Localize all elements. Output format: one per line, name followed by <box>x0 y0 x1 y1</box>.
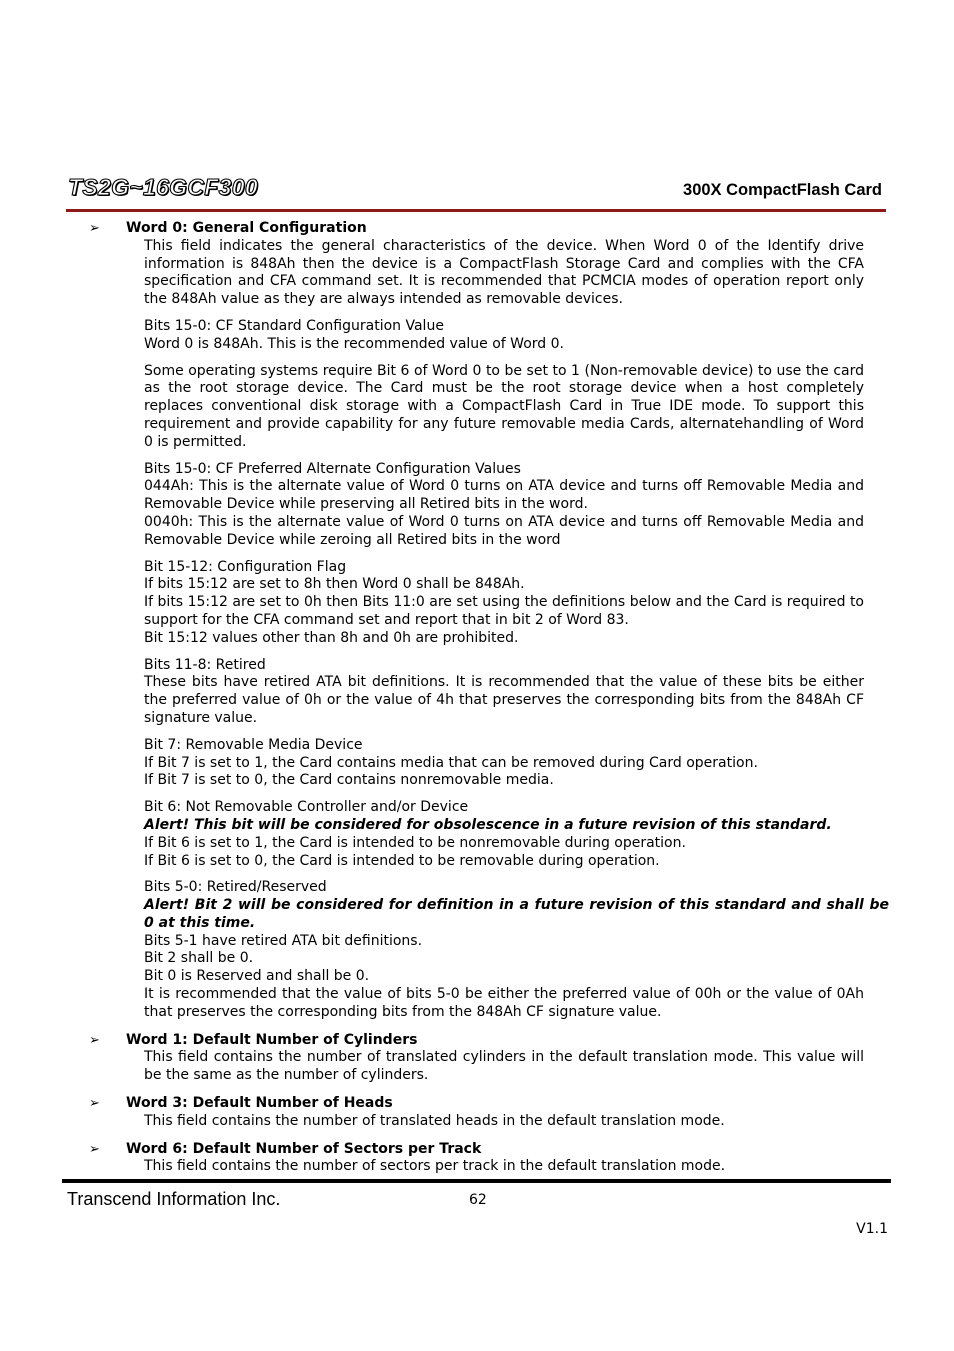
text-line: If Bit 7 is set to 0, the Card contains nonremovable media. <box>144 772 554 789</box>
subheading: Bits 15-0: CF Standard Configuration Value <box>144 317 444 334</box>
section-body <box>89 237 889 1022</box>
page-content <box>89 220 889 1186</box>
subheading: Bit 6: Not Removable Controller and/or Device <box>144 799 469 816</box>
section-heading-text: Word 6: Default Number of Sectors per Track <box>126 1140 482 1157</box>
text-line: Bit 15:12 values other than 8h and 0h are prohibited. <box>144 629 519 646</box>
paragraph <box>144 657 864 728</box>
section-word6 <box>89 1141 889 1177</box>
paragraph: This field contains the number of translated cylinders in the default translation mode. This value will be the same as the number of cylinders. <box>144 1049 864 1084</box>
document-version: V1.1 <box>856 1221 888 1237</box>
section-heading <box>89 1095 889 1113</box>
subheading: Bit 15-12: Configuration Flag <box>144 558 347 575</box>
paragraph <box>144 461 864 550</box>
arrow-bullet-icon: ➢ <box>89 1141 100 1157</box>
alert-text: Alert! This bit will be considered for obsolescence in a future revision of this standard. <box>144 816 832 833</box>
section-heading-text: Word 1: Default Number of Cylinders <box>126 1031 418 1048</box>
paragraph <box>144 737 864 790</box>
section-body <box>89 1049 864 1085</box>
section-heading <box>89 220 889 238</box>
paragraph <box>144 879 889 1021</box>
arrow-bullet-icon: ➢ <box>89 1096 100 1112</box>
text-line: 0040h: This is the alternate value of Word 0 turns on ATA device and turns off Removable Media and Removable Device while zeroing all Retired bits in the word <box>144 513 864 548</box>
paragraph <box>144 559 864 648</box>
paragraph: This field contains the number of translated heads in the default translation mode. <box>144 1112 725 1129</box>
footer-divider <box>62 1179 891 1183</box>
section-heading-text: Word 3: Default Number of Heads <box>126 1095 393 1112</box>
subheading: Bits 11-8: Retired <box>144 656 266 673</box>
section-word3 <box>89 1095 889 1131</box>
text-line: If bits 15:12 are set to 0h then Bits 11:0 are set using the definitions below and the Card is required to support for the CFA command set and report that in bit 2 of Word 83. <box>144 594 864 628</box>
text-line: It is recommended that the value of bits 5-0 be either the preferred value of 00h or the value of 0Ah that preserves the corresponding bits from the 848Ah CF signature value. <box>144 986 864 1020</box>
alert-text: Alert! Bit 2 will be considered for definition in a future revision of this standard and shall be 0 at this time. <box>144 897 889 931</box>
section-heading <box>89 1032 889 1050</box>
arrow-bullet-icon: ➢ <box>89 221 100 236</box>
text-line: Bit 0 is Reserved and shall be 0. <box>144 968 370 985</box>
text-line: If Bit 6 is set to 0, the Card is intended to be removable during operation. <box>144 852 660 869</box>
text-line: Word 0 is 848Ah. This is the recommended value of Word 0. <box>144 335 564 352</box>
section-heading <box>89 1141 889 1159</box>
text-line: 044Ah: This is the alternate value of Word 0 turns on ATA device and turns off Removable Media and Removable Device while preserving all Retired bits in the word. <box>144 478 864 513</box>
paragraph: Some operating systems require Bit 6 of Word 0 to be set to 1 (Non-removable device) to use the card as the root storage device. The Card must be the root storage device when a host completely replaces conventional disk storage with a CompactFlash Card in True IDE mode. To support this requirement and provide capability for any future removable media Cards, alternatehandling of Word 0 is permitted. <box>144 362 864 450</box>
text-line: Bits 5-1 have retired ATA bit definitions. <box>144 932 423 949</box>
document-title: TS2G~16GCF300 <box>68 174 258 200</box>
page-number: 62 <box>469 1192 487 1208</box>
footer-company: Transcend Information Inc. <box>67 1189 281 1209</box>
text-line: If Bit 7 is set to 1, the Card contains media that can be removed during Card operation. <box>144 754 758 771</box>
paragraph <box>144 799 864 870</box>
paragraph: This field contains the number of sectors per track in the default translation mode. <box>144 1158 726 1175</box>
paragraph: This field indicates the general characteristics of the device. When Word 0 of the Identify drive information is 848Ah then the device is a CompactFlash Storage Card and complies with the CFA specification and CFA command set. It is recommended that PCMCIA modes of operation report only the 848Ah value as they are always intended as removable devices. <box>144 237 864 308</box>
arrow-bullet-icon: ➢ <box>89 1032 100 1048</box>
document-subtitle: 300X CompactFlash Card <box>683 181 882 199</box>
text-line: If bits 15:12 are set to 8h then Word 0 shall be 848Ah. <box>144 576 525 593</box>
section-body <box>89 1113 864 1131</box>
header-divider <box>66 209 886 212</box>
section-word0 <box>89 220 889 1022</box>
subheading: Bit 7: Removable Media Device <box>144 736 363 753</box>
section-body <box>89 1158 864 1176</box>
section-word1 <box>89 1032 889 1085</box>
section-heading-text: Word 0: General Configuration <box>126 220 367 236</box>
text-line: These bits have retired ATA bit definitions. It is recommended that the value of these bits be either the preferred value of 0h or the value of 4h that preserves the corresponding bits from the 848Ah CF signature value. <box>144 674 864 726</box>
subheading: Bits 15-0: CF Preferred Alternate Configuration Values <box>144 460 521 477</box>
subheading: Bits 5-0: Retired/Reserved <box>144 879 327 896</box>
paragraph <box>144 318 864 354</box>
text-line: If Bit 6 is set to 1, the Card is intended to be nonremovable during operation. <box>144 834 686 851</box>
text-line: Bit 2 shall be 0. <box>144 950 254 967</box>
